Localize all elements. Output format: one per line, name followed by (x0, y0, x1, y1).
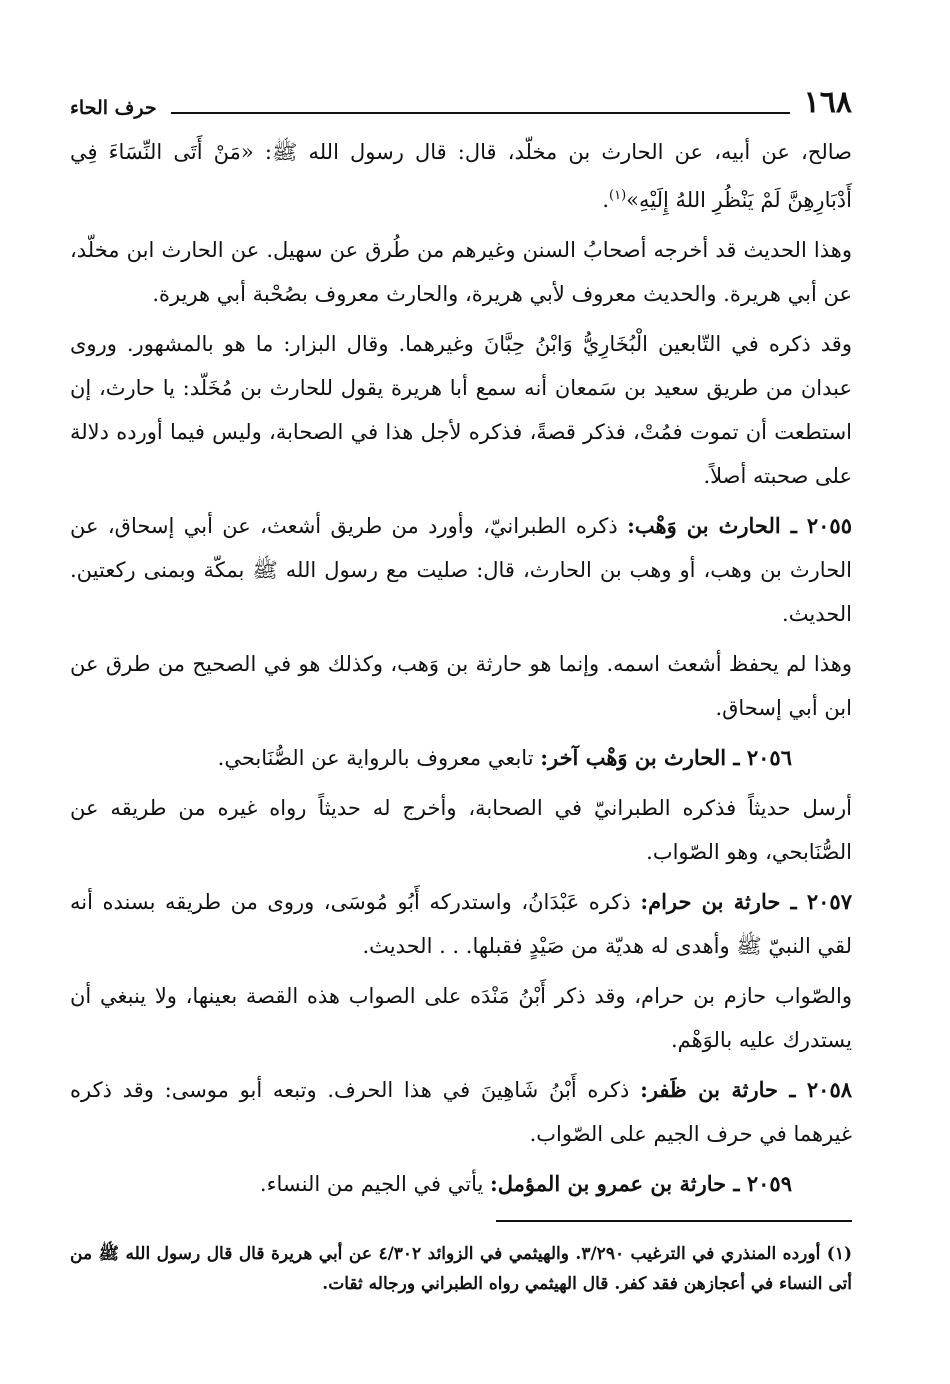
entry-2056 (70, 736, 852, 780)
header-rule (171, 112, 790, 114)
entry-text: ذكره عَبْدَانُ، واستدركه أَبُو مُوسَى، وروى من طريقه بسنده أنه لقي النبيّ ﷺ وأهدى له هديّة من صَيْدٍ فقبلها. . . الحديث. (70, 890, 852, 958)
paragraph-text: صالح، عن أبيه، عن الحارث بن مخلّد، قال: قال رسول الله ﷺ: «مَنْ أَتَى النِّسَاءَ فِي أَدْبَارِهِنَّ لَمْ يَنْظُرِ اللهُ إِلَيْهِ» (70, 140, 852, 212)
running-title: حرف الحاء (70, 97, 157, 119)
page-number: ١٦٨ (803, 85, 852, 120)
body-text (70, 130, 852, 1206)
paragraph-9: والصّواب حازم بن حرام، وقد ذكر أَبْنُ مَنْدَه على الصواب هذه القصة بعينها، ولا ينبغي أن يستدرك عليه بالوَهْم. (70, 984, 852, 1052)
paragraph-1 (70, 130, 852, 222)
entry-heading: ٢٠٥٧ ـ حارثة بن حرام: (640, 889, 852, 914)
entry-2055 (70, 504, 852, 636)
entry-heading: ٢٠٥٨ ـ حارثة بن ظَفر: (640, 1077, 853, 1102)
paragraph-2: وهذا الحديث قد أخرجه أصحابُ السنن وغيرهم من طُرق عن سهيل. عن الحارث ابن مخلّد، عن أبي هريرة. والحديث معروف لأبي هريرة، والحارث معروف بصُحْبة أبي هريرة. (70, 238, 852, 306)
entry-text: ذكره أَبْنُ شَاهِينَ في هذا الحرف. وتبعه أبو موسى: وقد ذكره غيرهما في حرف الجيم على الصّواب. (70, 1078, 852, 1146)
entry-text: يأتي في الجيم من النساء. (259, 1172, 491, 1196)
entry-text: ذكره الطبرانيّ، وأورد من طريق أشعث، عن أبي إسحاق، عن الحارث بن وهب، أو وهب بن الحارث، قال: صليت مع رسول الله ﷺ بمكّة وبمنى ركعتين. الحديث. (70, 514, 852, 626)
paragraph-3: وقد ذكره في التّابعين الْبُخَارِيُّ وَابْنُ حِبَّانَ وغيرهما. وقال البزار: ما هو بالمشهور. وروى عبدان من طريق سعيد بن سَمعان أنه سمع أبا هريرة يقول للحارث بن مُخَلّد: يا حارث، إن استطعت أن تموت فمُتْ، فذكر قصةً، فذكره لأجل هذا في الصحابة، وليس فيما أورده دلالة على صحبته أصلاً. (70, 332, 852, 488)
entry-heading: ٢٠٥٥ ـ الحارث بن وَهْب: (627, 513, 852, 538)
paragraph-5: وهذا لم يحفظ أشعث اسمه. وإنما هو حارثة بن وَهب، وكذلك هو في الصحيح من طرق عن ابن أبي إسحاق. (70, 652, 852, 720)
footnote-reference[interactable]: (١) (609, 188, 627, 203)
entry-heading: ٢٠٥٦ ـ الحارث بن وَهْب آخر: (540, 745, 792, 770)
entry-2059 (70, 1162, 852, 1206)
page-header (70, 84, 852, 120)
footnote-rule (496, 1220, 852, 1222)
paragraph-end: . (602, 188, 610, 212)
entry-heading: ٢٠٥٩ ـ حارثة بن عمرو بن المؤمل: (490, 1171, 792, 1196)
footnote: (١) أورده المنذري في الترغيب ٣/٢٩٠. والهيثمي في الزوائد ٤/٣٠٢ عن أبي هريرة قال قال رسول الله ﷺ من أتى النساء في أعجازهن فقد كفر. قال الهيثمي رواه الطبراني ورجاله ثقات. (70, 1244, 852, 1294)
paragraph-7: أرسل حديثاً فذكره الطبرانيّ في الصحابة، وأخرج له حديثاً رواه غيره من طريقه عن الصُّنَابحي، وهو الصّواب. (70, 796, 852, 864)
entry-2058 (70, 1068, 852, 1156)
entry-2057 (70, 880, 852, 968)
entry-text: تابعي معروف بالرواية عن الصُّنَابحي. (217, 746, 541, 770)
